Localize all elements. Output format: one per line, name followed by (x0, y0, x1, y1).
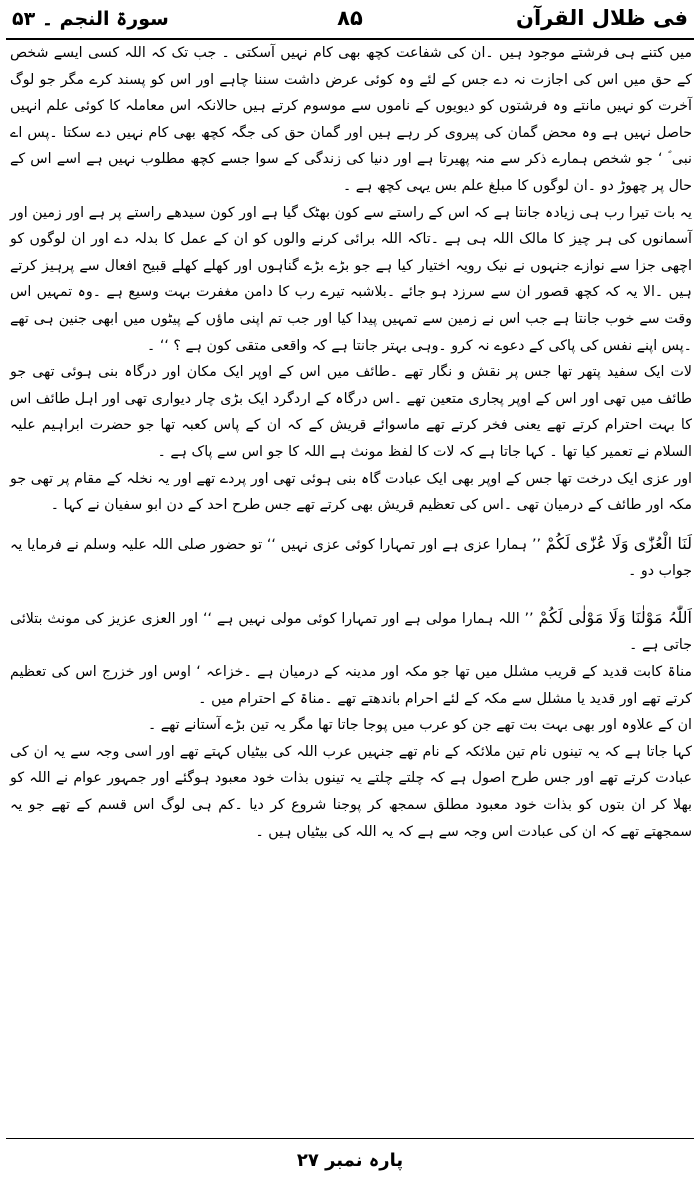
quote-2 (10, 605, 692, 659)
paragraph-5: مناۃ کابت قدید کے قریب مشلل میں تھا جو مکہ اور مدینہ کے درمیان ہے ۔خزاعہ ‘ اوس اور خزرج اس کی تعظیم کرتے تھے اور قدید یا مشلل سے مکہ کے لئے احرام باندھتے تھے ۔مناۃ کے احترام میں ۔ (10, 664, 692, 707)
paragraph-3: لات ایک سفید پتھر تھا جس پر نقش و نگار تھے ۔طائف میں اس کے اوپر ایک مکان اور درگاہ بنی ہوئی تھی جو طائف میں تھی اور اس کے اوپر پجاری متعین تھے ۔اس درگاہ کے اردگرد ایک بڑی چار دیواری تھی اور اہل طائف اس کا بہت احترام کرتے تھے یعنی فخر کرتے تھے ماسوائے قریش کے کہ ان کے پاس کعبہ تھا جو حضرت ابراہیم علیہ السلام نے تعمیر کیا تھا ۔ کہا جاتا ہے کہ لات کا لفظ مونث ہے اللہ کا جو اس سے پاک ہے ۔ (10, 364, 692, 460)
paragraph-7: کہا جاتا ہے کہ یہ تینوں نام تین ملائکہ کے نام تھے جنہیں عرب اللہ کی بیٹیاں کہتے تھے اور اسی وجہ سے یہ ان کی عبادت کرتے تھے اور جس طرح اصول ہے کہ چلتے چلتے یہ تینوں بذات خود معبود ہوگئے اور جمہور عوام نے اللہ کو بھلا کر ان بتوں کو بذات خود معبود مطلق سمجھ کر پوجنا شروع کر دیا ۔کم ہی لوگ اس قسم کے تھے جو یہ سمجھتے تھے کہ ان کی عبادت اس وجہ سے ہے کہ یہ اللہ کی بیٹیاں ہیں ۔ (10, 743, 692, 840)
paragraph-2: یہ بات تیرا رب ہی زیادہ جانتا ہے کہ اس کے راستے سے کون بھٹک گیا ہے اور کون سیدھے راستے پر ہے اور زمین اور آسمانوں کی ہر چیز کا مالک اللہ ہی ہے ۔تاکہ اللہ برائی کرنے والوں کو ان کے عمل کا بدلہ دے اور ان لوگوں کو اچھی جزا سے نوازے جنہوں نے نیک رویہ اختیار کیا ہے جو بڑے بڑے گناہوں اور کھلے کھلے قبیح افعال سے پرہیز کرتے ہیں ۔الا یہ کہ کچھ قصور ان سے سرزد ہو جائے ۔بلاشبہ تیرے رب کا دامن مغفرت بہت وسیع ہے ۔وہ تمہیں اس وقت سے خوب جانتا ہے جب اس نے زمین سے تمہیں پیدا کیا اور جب تم اپنی ماؤں کے پیٹوں میں ابھی جنین ہی تھے ۔پس اپنے نفس کی پاکی کے دعوے نہ کرو ۔وہی بہتر جانتا ہے کہ واقعی متقی کون ہے ؟ ‘‘ ۔ (10, 204, 692, 354)
paragraph-4: اور عزی ایک درخت تھا جس کے اوپر بھی ایک عبادت گاہ بنی ہوئی تھی اور پردے تھے اور یہ نخلہ کے مقام پر تھی جو مکہ اور طائف کے درمیان تھی ۔اس کی تعظیم قریش بھی کرتے تھے جس طرح احد کے دن ابو سفیان نے کہا ۔ (10, 470, 692, 514)
paragraph-1: میں کتنے ہی فرشتے موجود ہیں ۔ان کی شفاعت کچھ بھی کام نہیں آسکتی ۔ جب تک کہ اللہ کسی ایسے شخص کے حق میں اس کی اجازت نہ دے جس کے لئے وہ کوئی عرض داشت سننا چاہے اور اس کو پسند کرے مگر جو لوگ آخرت کو نہیں مانتے وہ فرشتوں کو دیویوں کے ناموں سے موسوم کرتے ہیں حالانکہ اس معاملہ کا کوئی علم انہیں حاصل نہیں ہے وہ محض گمان کی پیروی کر رہے ہیں اور گمان حق کی جگہ کچھ بھی کام نہیں دے سکتا ۔پس اے نبی ؐ ‘ جو شخص ہمارے ذکر سے منہ پھیرتا ہے اور دنیا کی زندگی کے سوا جسے کچھ مطلوب نہیں ہے اسے اس کے حال پر چھوڑ دو ۔ان لوگوں کا مبلغ علم بس یہی کچھ ہے ۔ (10, 45, 692, 194)
quote-1 (10, 531, 692, 585)
book-title: فی ظلال القرآن (516, 6, 688, 30)
spacer (10, 519, 692, 531)
quote-2-arabic: اَللّٰہُ مَوْلٰنَا وَلَا مَوْلٰی لَکُمْ (538, 607, 693, 627)
spacer (10, 585, 692, 605)
quote-1-text: ’’ ہمارا عزی ہے اور تمہارا کوئی عزی نہیں ‘‘ تو حضور صلی اللہ علیہ وسلم نے فرمایا یہ جواب دو ۔ (10, 536, 692, 580)
surah-name: سورۃ النجم ۔ ۵۳ (12, 8, 169, 30)
footer-rule (6, 1138, 694, 1139)
quote-2-text: ’’ اللہ ہمارا مولی ہے اور تمہارا کوئی مولی نہیں ہے ‘‘ اور العزی عزیز کی مونث بتلائی جاتی ہے ۔ (10, 610, 692, 654)
page-number: ۸۵ (337, 6, 363, 30)
para-footer: پارہ نمبر ۲۷ (296, 1150, 404, 1171)
quote-1-arabic: لَنَا الْعُزّٰی وَلَا عُزّٰی لَکُمْ (545, 533, 692, 553)
page-body (10, 40, 692, 845)
paragraph-6: ان کے علاوہ اور بھی بہت بت تھے جن کو عرب میں پوجا جاتا تھا مگر یہ تین بڑے آستانے تھے ۔ (147, 717, 692, 734)
page-header (6, 2, 694, 42)
